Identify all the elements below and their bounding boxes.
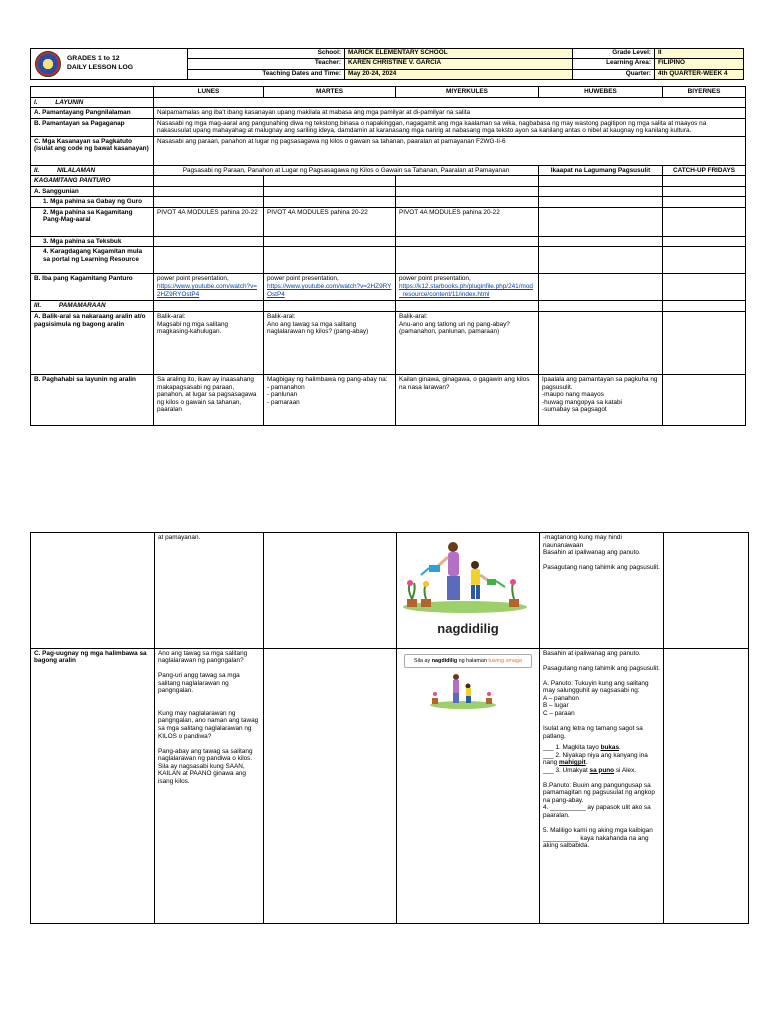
- ppt-text-mon: power point presentation,: [157, 275, 229, 283]
- teacher-label: Teacher:: [188, 59, 345, 69]
- thu-item-1: ___ 1. Magkita tayo bukas.: [543, 744, 621, 752]
- teacher-value: KAREN CHRISTINE V. GARCIA: [345, 59, 573, 69]
- day-header-mon: LUNES: [154, 87, 264, 98]
- sentence-pre: Sila ay: [414, 657, 432, 664]
- pag-uugnay-thu: [540, 648, 664, 923]
- area-value: FILIPINO: [655, 59, 744, 69]
- dates-label: Teaching Dates and Time:: [188, 69, 345, 79]
- day-header-thu: HUWEBES: [539, 87, 663, 98]
- thu-item-5: 5. Maliligo kami ng aking mga kaibigan __________ kaya nakahanda na ang aking salbabida.: [543, 827, 653, 850]
- ref-row-2: 2. Mga pahina sa Kagamitang Pang-Mag-aaral: [31, 207, 154, 236]
- area-label: Learning Area:: [573, 59, 655, 69]
- sentence-time: tuwing umaga: [488, 657, 522, 664]
- corner-cell: [31, 87, 154, 98]
- balik-aral-mon: Balik-aral: Magsabi ng mga salitang magkasing-kahulugan.: [154, 312, 264, 375]
- page2-mon-continued: at pamayanan.: [155, 533, 264, 649]
- thu-item-4: 4. __________ ay papasok ulit ako sa paaralan.: [543, 804, 651, 820]
- thu-panuto-b: B.Panuto: Buuin ang pangungusap sa pamamagitan ng pagsusulat ng angkop na pang-abay.: [543, 781, 655, 804]
- dates-value: May 20-24, 2024: [345, 69, 573, 79]
- grade-label: Grade Level:: [573, 49, 655, 59]
- paghahabi-thu: Ipaalala ang pamantayan sa pagkuha ng pagsusulit. -maupo nang maayos -huwag mangopya sa katabi -sumabay sa pagsagot: [539, 375, 663, 426]
- row-b-label: B. Pamantayan sa Pagaganap: [31, 118, 154, 136]
- sentence-card-cell: [397, 648, 540, 923]
- iba-tue: [264, 274, 396, 301]
- header-title-line1: GRADES 1 to 12: [67, 55, 120, 63]
- grade-value: II: [655, 49, 744, 59]
- section-nilalaman: II. NILALAMAN: [31, 165, 154, 176]
- balik-aral-wed: Balik-aral: Anu-ano ang tatlong uri ng pang-abay? (pamanahon, panlunan, pamaraan): [396, 312, 539, 375]
- sentence-card: [404, 654, 532, 668]
- page2-thu-continued: -magtanong kung may hindi naunanawaan Basahin at ipaliwanag ang panuto. Pasagutang nang tahimik ang pagsusulit.: [540, 533, 664, 649]
- ref-row-2-tue: PIVOT 4A MODULES pahina 20-22: [264, 207, 396, 236]
- row-c-label: C. Mga Kasanayan sa Pagkatuto (isulat ang code ng bawat kasanayan): [31, 136, 154, 165]
- lesson-table-page2: [30, 532, 749, 924]
- small-illustration: [428, 672, 498, 710]
- nilalaman-thu: Ikaapat na Lagumang Pagsusulit: [539, 165, 663, 176]
- nilalaman-fri: CATCH-UP FRIDAYS: [663, 165, 746, 176]
- day-header-fri: BIYERNES: [663, 87, 746, 98]
- ref-row-1: 1. Mga pahina sa Gabay ng Guro: [31, 197, 154, 208]
- sanggunian-label: A. Sanggunian: [31, 186, 154, 197]
- thu-item-3: ___ 3. Umakyat sa puno si Alex.: [543, 766, 637, 774]
- ref-row-4: 4. Karagdagang Kagamitan mula sa portal ng Learning Resource: [31, 247, 154, 274]
- paghahabi-wed: Kailan ginawa, ginagawa, o gagawin ang kilos na nasa larawan?: [396, 375, 539, 426]
- paghahabi-tue: Magbigay ng halimbawa ng pang-abay na: - pamanahon - panlunan - pamaraan: [264, 375, 396, 426]
- day-header-tue: MARTES: [264, 87, 396, 98]
- section-layunin: I. LAYUNIN: [31, 97, 154, 108]
- pag-uugnay-mon: Ano ang tawag sa mga salitang naglalarawan ng pangngalan? Pang-uri angg tawag sa mga salitang naglalarawan ng pangngalan. Kung may naglalarawan ng pangngalan, ano naman ang tawag sa mga salitang naglalarawan ng KILOS o pandiwa? Pang-abay ang tawag sa salitang naglalarawan ng pandiwa o kilos. Sila ay nagsasabi kung SAAN, KAILAN at PAANO ginawa ang isang kilos.: [155, 648, 264, 923]
- quarter-value: 4th QUARTER-WEEK 4: [655, 69, 744, 79]
- lesson-table-page1: [30, 86, 746, 426]
- watering-plants-illustration: [401, 537, 535, 641]
- illustration-caption: nagdidilig: [437, 621, 499, 636]
- ppt-text-wed: power point presentation,: [399, 275, 471, 283]
- balik-aral-label: A. Balik-aral sa nakaraang aralin at/o pagsisimula ng bagong aralin: [31, 312, 154, 375]
- row-a-text: Naipamamalas ang iba't ibang kasanayan upang makilala at mabasa ang mga pamilyar at di-pamilyar na salita: [154, 108, 746, 119]
- ppt-text-tue: power point presentation,: [267, 275, 339, 283]
- school-value: MARICK ELEMENTARY SCHOOL: [345, 49, 573, 59]
- ref-row-3: 3. Mga pahina sa Teksbuk: [31, 236, 154, 247]
- quarter-label: Quarter:: [573, 69, 655, 79]
- deped-seal-icon: [35, 51, 61, 77]
- youtube-link-tue[interactable]: https://www.youtube.com/watch?v=2HZ9RYOstP4: [267, 283, 392, 298]
- row-b-text: Nasasabi ng mga mag-aaral ang pangunahing diwa ng tekstong binasa o napakinggan, nagagamit ang mga kaalaman sa wika, nagbabasa ng may wastong pagitipon ng mga salita at maayos na nakasusulat upang mahayahag at malugnay ang sariling ideya, damdamin at karanasang mga naririg at nabasang mga teksto ayon sa kanilang antas o nibel at kaugnay ng kanilang kultura.: [154, 118, 746, 136]
- ref-row-2-mon: PIVOT 4A MODULES pahina 20-22: [154, 207, 264, 236]
- school-label: School:: [188, 49, 345, 59]
- paghahabi-mon: Sa araling ito, ikaw ay inaasahang makapagsasabi ng paraan, panahon, at lugar sa pagsasagawa ng kilos o gawain sa tahanan, paaralan: [154, 375, 264, 426]
- balik-aral-tue: Balik-aral: Ano ang tawag sa mga salitang naglalarawan ng kilos? (pang-abay): [264, 312, 396, 375]
- iba-mon: [154, 274, 264, 301]
- row-c-text: Nasasabi ang paraan, panahon at lugar ng pagsasagawa ng kilos o gawain sa tahanan, paaralan at pamayanan F2WG-Ii-6: [154, 136, 746, 165]
- thu-panuto-a: A. Panuto: Tukuyin kung ang salitang may salungguhit ay nagsasabi ng: A – panahon B – lugar C – paraan Isulat ang letra ng tamang sagot sa patlang.: [543, 679, 649, 740]
- nilalaman-text: Pagsasabi ng Paraan, Panahon at Lugar ng Pagsasagawa ng Kilos o Gawain sa Tahanan, Paaralan at Pamayanan: [154, 165, 539, 176]
- pag-uugnay-label: C. Pag-uugnay ng mga halimbawa sa bagong aralin: [31, 648, 155, 923]
- sentence-mid: ng halaman: [457, 657, 489, 664]
- header-title-line2: DAILY LESSON LOG: [67, 64, 134, 71]
- thu-instructions: Basahin at ipaliwanag ang panuto. Pasagutang nang tahimik ang pagsusulit.: [543, 649, 660, 672]
- section-pamamaraan: III. PAMAMARAAN: [31, 301, 154, 312]
- section-kagamitang: KAGAMITANG PANTURO: [31, 176, 154, 187]
- illustration-cell: [397, 533, 540, 649]
- sentence-verb: nagdidilig: [431, 657, 458, 664]
- header-title-block: [31, 49, 188, 80]
- starbooks-link-wed[interactable]: https://k12.starbooks.ph/pluginfile.php/241/mod_resource/content/11/index.html: [399, 283, 533, 298]
- day-header-wed: MIYERKULES: [396, 87, 539, 98]
- youtube-link-mon[interactable]: https://www.youtube.com/watch?v=2HZ9RYOstP4: [157, 283, 257, 298]
- thu-item-2: ___ 2. Niyakap niya ang kanyang ina nang mahigpit.: [543, 751, 648, 767]
- iba-wed: [396, 274, 539, 301]
- paghahabi-label: B. Paghahabi sa layunin ng aralin: [31, 375, 154, 426]
- row-a-label: A. Pamantayang Pangnilalaman: [31, 108, 154, 119]
- ref-row-2-wed: PIVOT 4A MODULES pahina 20-22: [396, 207, 539, 236]
- iba-kagamitan-label: B. Iba pang Kagamitang Panturo: [31, 274, 154, 301]
